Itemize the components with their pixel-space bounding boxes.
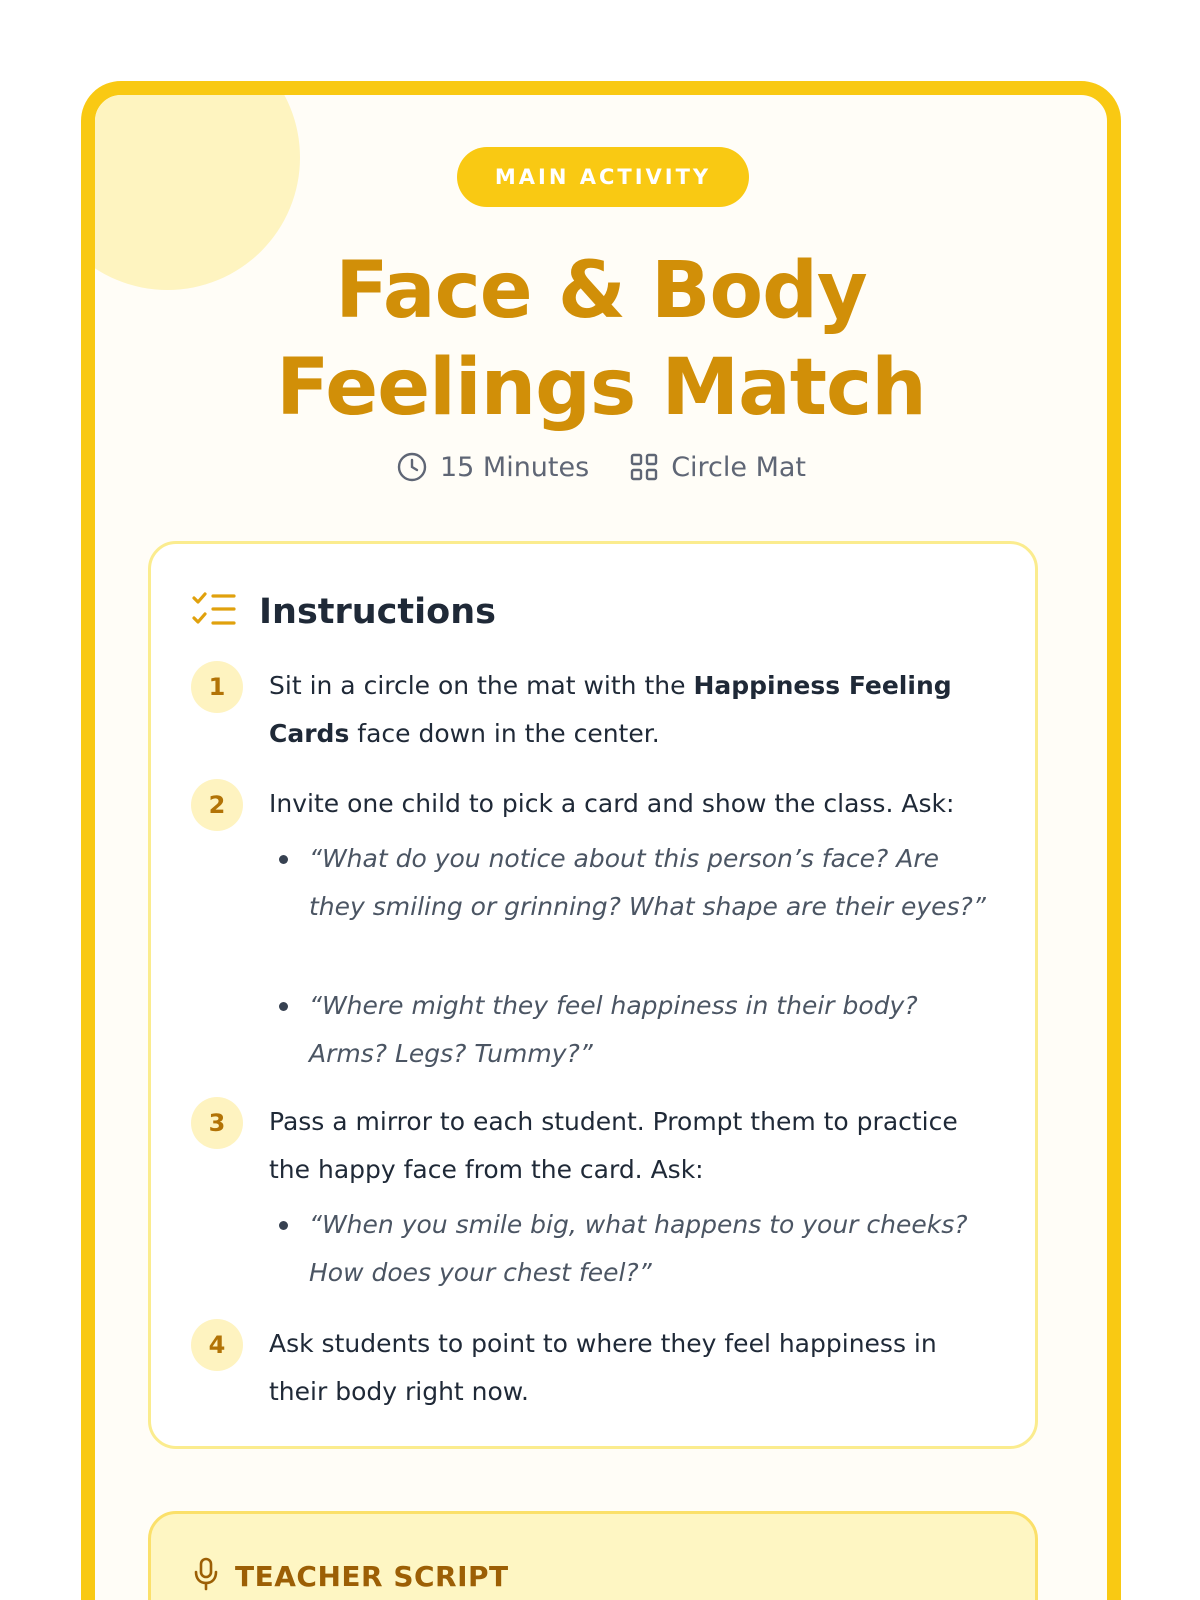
instructions-header (191, 590, 496, 634)
location-text: Circle Mat (671, 451, 807, 483)
teacher-script-panel (148, 1511, 1038, 1600)
teacher-script-header (191, 1556, 509, 1596)
duration-text: 15 Minutes (439, 451, 590, 483)
prompt-text: “Where might they feel happiness in their body? Arms? Legs? Tummy?” (309, 991, 918, 1068)
prompt-text: “When you smile big, what happens to your cheeks? How does your chest feel?” (309, 1210, 968, 1287)
step-text: Pass a mirror to each student. Prompt them to practice the happy face from the card. Ask: (269, 1107, 958, 1184)
bullet-dot (279, 855, 288, 864)
step-number: 3 (191, 1097, 243, 1149)
teacher-script-heading: TEACHER SCRIPT (235, 1559, 509, 1593)
microphone-icon (191, 1556, 221, 1596)
checklist-icon (191, 590, 237, 634)
activity-card (81, 81, 1121, 1600)
clock-icon (396, 451, 428, 483)
step-text: Ask students to point to where they feel happiness in their body right now. (269, 1329, 937, 1406)
step-number: 2 (191, 779, 243, 831)
bullet-dot (279, 1221, 288, 1230)
activity-badge: MAIN ACTIVITY (457, 147, 749, 207)
grid-icon (629, 452, 659, 482)
bullet-dot (279, 1002, 288, 1011)
step-text: Sit in a circle on the mat with the Happiness Feeling Cards face down in the center. (269, 671, 952, 748)
activity-meta (95, 451, 1107, 483)
highlight-text: Happiness Feeling Cards (269, 671, 952, 748)
prompt-text: “What do you notice about this person’s face? Are they smiling or grinning? What shape are their eyes?” (309, 844, 986, 921)
activity-title (95, 243, 1107, 437)
step-number: 1 (191, 661, 243, 713)
title-line-2: Feelings Match (276, 343, 926, 433)
duration-meta (396, 451, 589, 483)
title-line-1: Face & Body (335, 246, 867, 336)
step-number: 4 (191, 1319, 243, 1371)
step-text: Invite one child to pick a card and show the class. Ask: (269, 789, 955, 818)
location-meta (629, 451, 806, 483)
instructions-heading: Instructions (259, 592, 496, 632)
instructions-panel (148, 541, 1038, 1449)
